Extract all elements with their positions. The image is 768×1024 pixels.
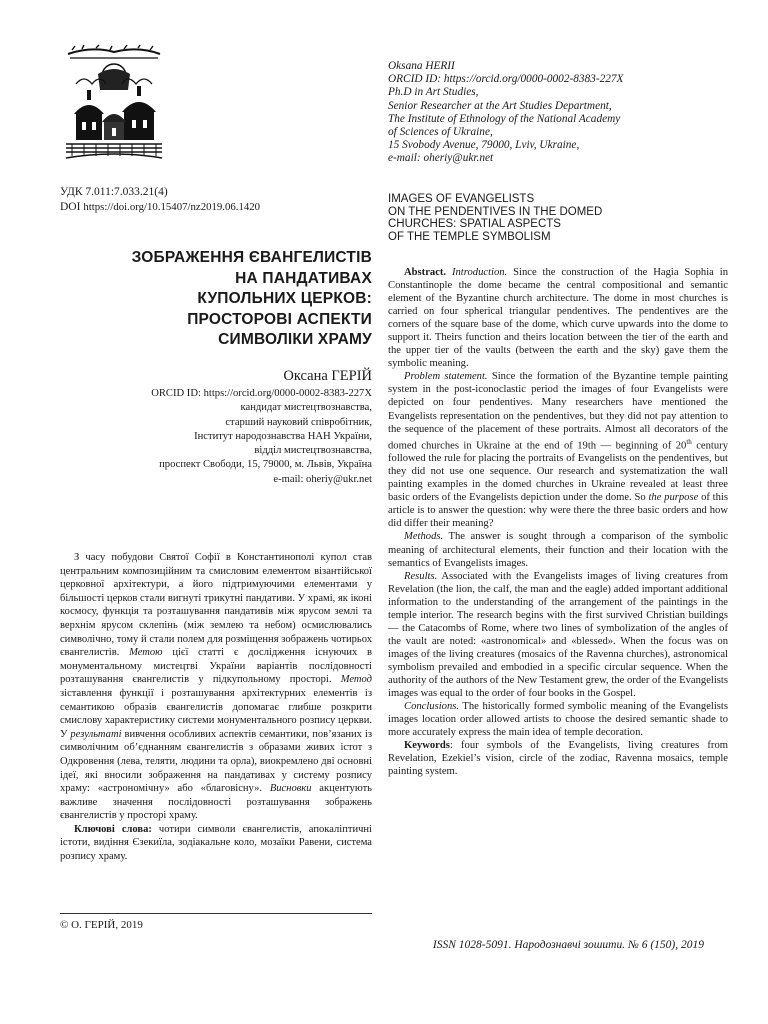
abstract-conclusions: Conclusions. The historically formed symbolic meaning of the Evangelists images location order allowed artists to choose the desired semantic shade to more accurately express the main idea of temple decoration. bbox=[388, 701, 728, 739]
ukrainian-title-line: КУПОЛЬНИХ ЦЕРКОВ: bbox=[197, 290, 372, 308]
english-email: e-mail: oheriy@ukr.net bbox=[388, 152, 494, 165]
conclusions-label: Висновки bbox=[269, 783, 312, 795]
footnote-divider bbox=[60, 913, 372, 914]
results-label: результаті bbox=[70, 728, 122, 740]
copyright-note: © О. ГЕРІЙ, 2019 bbox=[60, 919, 143, 931]
english-meta-line: Ph.D in Art Studies, bbox=[388, 86, 479, 99]
affiliation-email: e-mail: oheriy@ukr.net bbox=[273, 473, 372, 485]
affiliation-line: Інститут народознавства НАН України, bbox=[194, 430, 372, 442]
method-label: Метод bbox=[340, 674, 372, 686]
english-orcid: ORCID ID: https://orcid.org/0000-0002-8383-227X bbox=[388, 73, 624, 86]
english-author-meta bbox=[388, 60, 728, 166]
english-keywords: Keywords: four symbols of the Evangelists, living creatures from Revelation, Ezekiel’s vision, circle of the zodiac, Ravenna mosaics, temple painting system. bbox=[388, 740, 728, 778]
conclusions-label-en: Conclusions. bbox=[404, 701, 460, 713]
english-title bbox=[388, 193, 728, 243]
doi-prefix: DOI bbox=[60, 201, 84, 213]
english-title-line: ON THE PENDENTIVES IN THE DOMED bbox=[388, 205, 603, 218]
methods-label: Methods. bbox=[404, 531, 444, 543]
doi-link[interactable]: https://doi.org/10.15407/nz2019.06.1420 bbox=[83, 201, 261, 213]
ukrainian-title-line: ЗОБРАЖЕННЯ ЄВАНГЕЛИСТІВ bbox=[131, 249, 372, 266]
ukrainian-title-line: ПРОСТОРОВІ АСПЕКТИ bbox=[187, 310, 372, 328]
affiliation-line: старший науковий співробітник, bbox=[225, 416, 372, 428]
udk-code: УДК 7.011:7.033.21(4) bbox=[60, 186, 168, 198]
english-meta-line: of Sciences of Ukraine, bbox=[388, 126, 493, 139]
problem-label: Problem statement. bbox=[404, 371, 488, 383]
udk-doi-block bbox=[60, 185, 360, 215]
affiliation-line: ORCID ID: https://orcid.org/0000-0002-8383-227X bbox=[151, 388, 372, 399]
journal-issn-footer: ISSN 1028-5091. Народознавчі зошити. № 6 (150), 2019 bbox=[432, 939, 704, 951]
church-engraving-logo bbox=[62, 44, 166, 162]
ukrainian-author-name: Оксана ГЕРІЙ bbox=[283, 368, 372, 384]
english-meta-line: 15 Svobody Avenue, 79000, Lviv, Ukraine, bbox=[388, 139, 580, 152]
ukrainian-title-line: СИМВОЛІКИ ХРАМУ bbox=[218, 331, 372, 349]
abstract-results: Results. Associated with the Evangelists images of living creatures from Revelation (the lion, the calf, the man and the eagle) added important additional information to the understanding of the arrangement of the paintings in the temple interior. The research begins with the first survived Christian buildings — the Catacombs of Rome, where two lines of symbolization of the angles of the vault are noted: «astronomical» and «blessed». When the focus was on images of the living creatures (mosaics of the Ravenna churches), astronomical symbolism prevailed and embodied in a specific circular sequence. When the authority of the authors of the New Testament grew, the order of the Evangelists images was equal to the order of four books in the Gospel. bbox=[388, 570, 728, 700]
english-abstract bbox=[388, 266, 728, 778]
doi-line bbox=[60, 200, 360, 215]
english-title-line: OF THE TEMPLE SYMBOLISM bbox=[388, 230, 551, 243]
results-label-en: Results. bbox=[404, 570, 438, 582]
keywords-label-en: Keywords bbox=[404, 740, 450, 752]
introduction-label: Introduction. bbox=[451, 267, 508, 278]
affiliation-line: відділ мистецтвознавства, bbox=[254, 445, 372, 457]
ukrainian-abstract bbox=[60, 551, 372, 864]
ukrainian-title bbox=[60, 248, 372, 351]
english-title-line: IMAGES OF EVANGELISTS bbox=[388, 193, 535, 205]
ukrainian-author-affiliation bbox=[60, 387, 372, 487]
ukrainian-title-line: НА ПАНДАТИВАХ bbox=[235, 269, 372, 287]
purpose-label: the purpose bbox=[648, 492, 699, 504]
english-meta-line: The Institute of Ethnology of the National Academy bbox=[388, 112, 621, 125]
affiliation-line: проспект Свободи, 15, 79000, м. Львів, Україна bbox=[159, 459, 372, 471]
abstract-problem: Problem statement. Since the formation of the Byzantine temple painting system in the post-iconoclastic period the images of four Evangelists were depicted on four pendentives. Many researchers have mentioned the Evangelists representation on the pendentives, but they did not pay attention to the sequence of the placement of these portraits. Almost all decorators of the domed churches in Ukraine at the end of 19th — beginning of 20th century followed the rule for placing the portraits of Evangelists on the pendentives, but they did not use one sequence. Our research and systematization the wall painting examples in the domed churches in Ukraine revealed at least three basic orders of the Evangelists depiction under the dome. So the purpose of this article is to answer the question: why were there the three basic orders and how did differ their meaning? bbox=[388, 371, 728, 530]
ukrainian-abstract-paragraph: З часу побудови Святої Софії в Константинополі купол став центральним композиційним та смисловим елементом візантійської церковної архітектури, а його підтримуючими елементами у більшості церков стали вигнуті трикутні пандативи. У храмі, як іконі космосу, функція та розташування пандативів між ярусом землі та верхнім ярусом склепінь (між землею та небом) осмислювались символічно, тому й стали полем для розміщення зображень чотирьох євангелистів. Метою цієї статті є дослідження існуючих в монументальному мистецтві України варіантів послідовності розташування євангелистів у підкупольному просторі. Метод зіставлення функції і розташування архітектурних елементів із семантикою образів євангелистів допомагає глибше розкрити смислову характеристику системи монументального розпису церкви. У результаті вивчення особливих аспектів семантики, пов’язаних із символічним об’єднанням євангелистів з образами живих істот з Одкровення (лева, теляти, людини та орла), виокремлено дві основні ідеї, які вносили зображення на пандативах у систему розпису храму: «астрономічну» або «благовісну». Висновки акцентують важливе значення послідовності розташування зображень євангелистів у просторі храму. bbox=[60, 552, 372, 822]
abstract-methods: Methods. The answer is sought through a comparison of the symbolic meaning of architectural elements, their function and their location with the semantics of Evangelists images. bbox=[388, 531, 728, 569]
aim-label: Метою bbox=[129, 647, 163, 659]
english-meta-line: Senior Researcher at the Art Studies Department, bbox=[388, 99, 612, 112]
affiliation-line: кандидат мистецтвознавства, bbox=[240, 402, 372, 414]
abstract-introduction: Abstract. Introduction. Since the construction of the Hagia Sophia in Constantinople the dome became the central compositional and semantic element of the Byzantine church architecture. The dome in most churches is carried on four spherical triangular pendentives. The pendentives are the corners of the square base of the dome, which curve upwards into the dome to support it. Theirs function and theirs location between the tier of the earth and the upper tier of the vaults (between the earth and the sky) gave them the symbolic meaning. bbox=[388, 267, 728, 370]
english-title-line: CHURCHES: SPATIAL ASPECTS bbox=[388, 218, 561, 231]
abstract-label: Abstract. bbox=[404, 267, 447, 278]
keywords-label: Ключові слова: bbox=[74, 823, 152, 835]
english-author-name: Oksana HERII bbox=[388, 60, 455, 72]
ukrainian-keywords: Ключові слова: чотири символи євангелистів, апокаліптичні істоти, видіння Єзекиїла, зодіакальне коло, мозаїки Равени, система розпису храму. bbox=[60, 823, 372, 863]
